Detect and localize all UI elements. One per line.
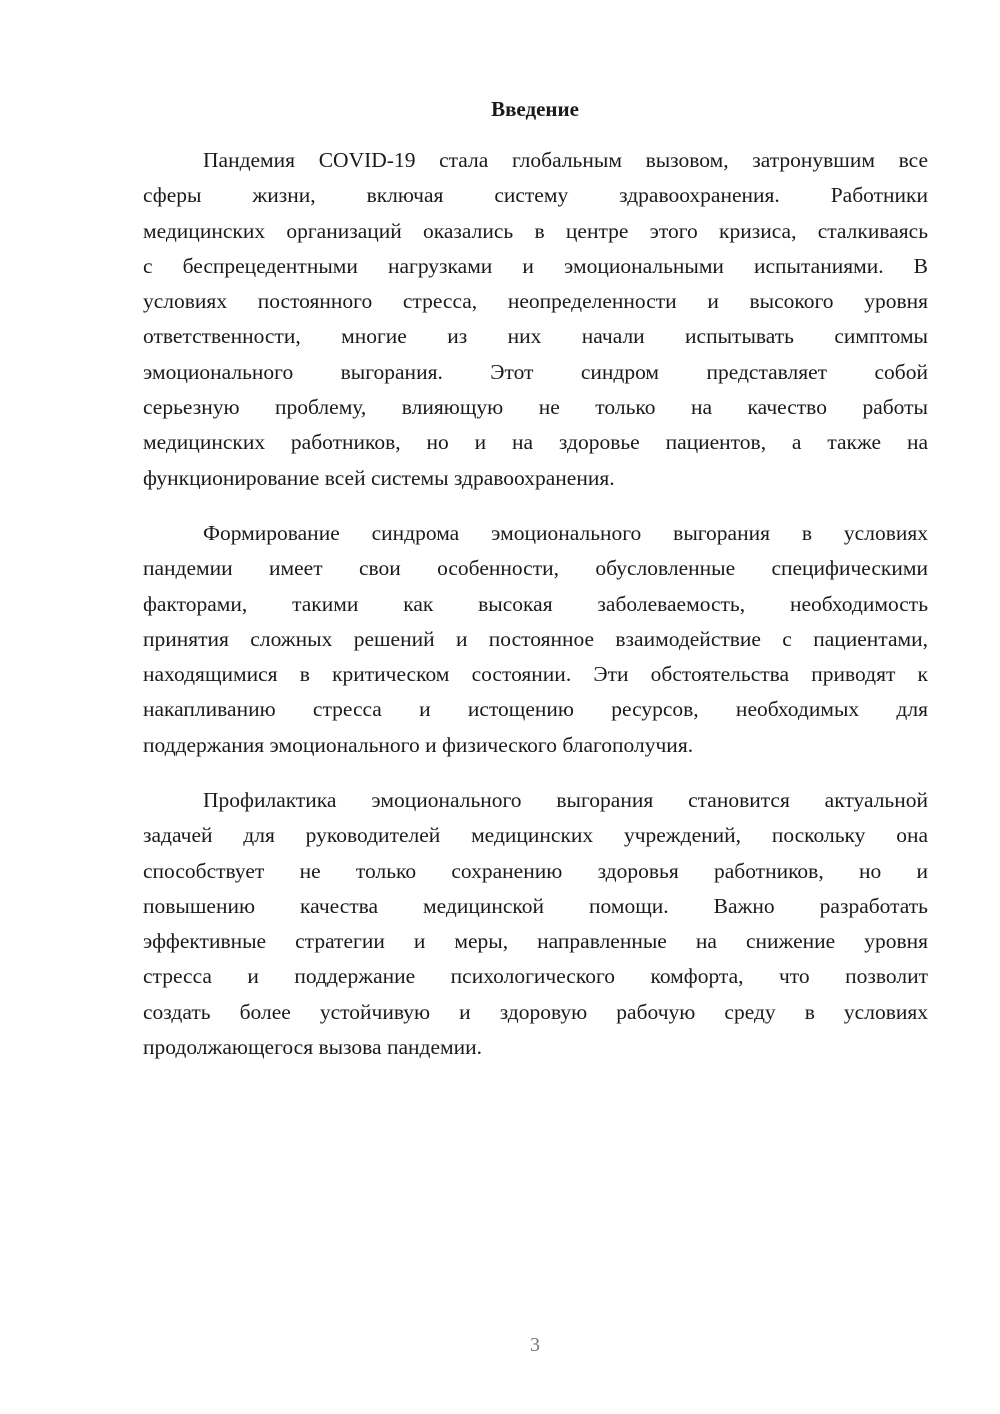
text-line: задачей для руководителей медицинских учреждений, поскольку она — [143, 823, 928, 848]
text-line: Профилактика эмоционального выгорания становится актуальной — [203, 788, 928, 812]
section-heading: Введение — [491, 97, 579, 121]
text-line: находящимися в критическом состоянии. Эти обстоятельства приводят к — [143, 662, 928, 687]
paragraph-1 — [143, 143, 928, 496]
text-line: создать более устойчивую и здоровую рабочую среду в условиях — [143, 999, 928, 1024]
text-line: сферы жизни, включая систему здравоохранения. Работники — [143, 183, 928, 208]
paragraph-3 — [143, 783, 928, 1065]
text-line: стресса и поддержание психологического комфорта, что позволит — [143, 964, 928, 989]
text-line: Пандемия COVID-19 стала глобальным вызовом, затронувшим все — [203, 148, 928, 172]
text-line: медицинских организаций оказались в центре этого кризиса, сталкиваясь — [143, 218, 928, 243]
paragraph-2 — [143, 516, 928, 763]
text-line: способствует не только сохранению здоровья работников, но и — [143, 858, 928, 883]
text-line: эффективные стратегии и меры, направленные на снижение уровня — [143, 929, 928, 954]
text-line: пандемии имеет свои особенности, обусловленные специфическими — [143, 556, 928, 581]
text-line: условиях постоянного стресса, неопределенности и высокого уровня — [143, 289, 928, 314]
text-line: Формирование синдрома эмоционального выгорания в условиях — [203, 521, 928, 545]
text-line: принятия сложных решений и постоянное взаимодействие с пациентами, — [143, 626, 928, 651]
text-line: накапливанию стресса и истощению ресурсов, необходимых для — [143, 697, 928, 722]
page-number: 3 — [530, 1334, 540, 1356]
text-line: серьезную проблему, влияющую не только на качество работы — [143, 395, 928, 420]
text-line: с беспрецедентными нагрузками и эмоциональными испытаниями. В — [143, 253, 928, 278]
text-line: медицинских работников, но и на здоровье пациентов, а также на — [143, 430, 928, 455]
text-line: поддержания эмоционального и физического благополучия. — [143, 732, 694, 757]
text-line: факторами, такими как высокая заболеваемость, необходимость — [143, 591, 928, 616]
text-line: продолжающегося вызова пандемии. — [143, 1035, 482, 1060]
text-line: повышению качества медицинской помощи. Важно разработать — [143, 893, 928, 918]
text-line: эмоционального выгорания. Этот синдром представляет собой — [143, 359, 928, 384]
text-line: функционирование всей системы здравоохранения. — [143, 465, 615, 490]
text-line: ответственности, многие из них начали испытывать симптомы — [143, 324, 928, 349]
